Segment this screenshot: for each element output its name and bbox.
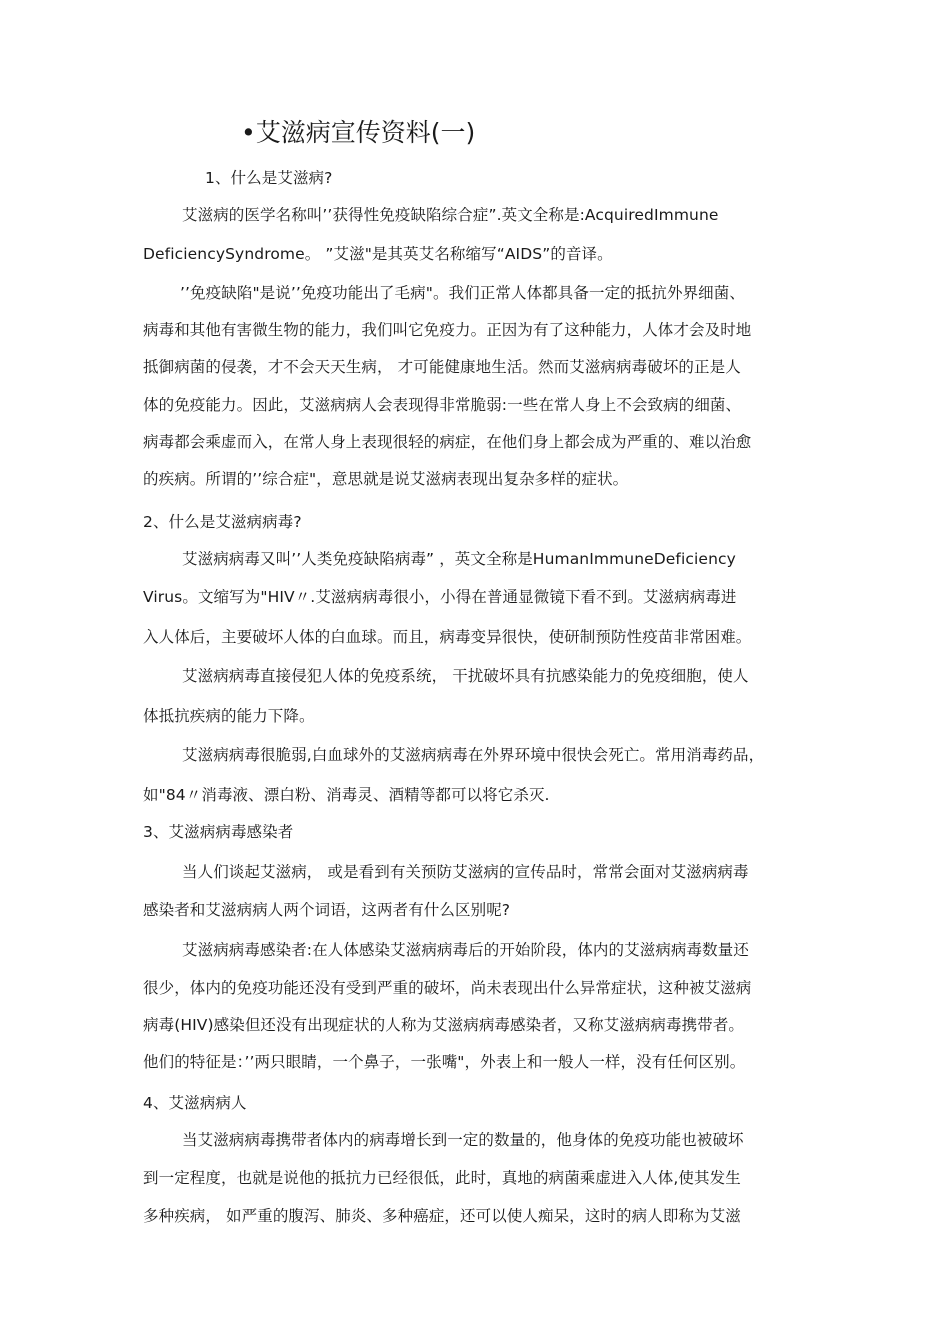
paragraph-line: 艾滋病的医学名称叫’’获得性免疫缺陷综合症”.英文全称是:AcquiredImmune: [182, 206, 719, 224]
paragraph-line: 感染者和艾滋病病人两个词语，这两者有什么区别呢?: [143, 901, 511, 919]
paragraph-line: 很少，体内的免疫功能还没有受到严重的破坏，尚未表现出什么异常症状，这种被艾滋病: [143, 979, 752, 997]
document-title: •艾滋病宣传资料(一): [241, 118, 476, 147]
section-heading-3: 3、艾滋病病毒感染者: [143, 823, 294, 841]
paragraph-line: 抵御病菌的侵袭，才不会天天生病， 才可能健康地生活。然而艾滋病病毒破坏的正是人: [143, 358, 741, 376]
paragraph-line: 到一定程度，也就是说他的抵抗力已经很低，此时，真地的病菌乘虚进入人体,使其发生: [143, 1169, 741, 1187]
paragraph-line: 多种疾病， 如严重的腹泻、肺炎、多种癌症，还可以使人痴呆，这时的病人即称为艾滋: [143, 1207, 741, 1225]
paragraph-line: 艾滋病病毒感染者:在人体感染艾滋病病毒后的开始阶段，体内的艾滋病病毒数量还: [182, 941, 749, 959]
paragraph-line: 他们的特征是：’’两只眼睛，一个鼻子，一张嘴"，外表上和一般人一样，没有任何区别。: [143, 1053, 746, 1071]
paragraph-line: 病毒(HIV)感染但还没有出现症状的人称为艾滋病病毒感染者，又称艾滋病病毒携带者。: [143, 1016, 745, 1034]
paragraph-line: 病毒都会乘虚而入，在常人身上表现很轻的病症，在他们身上都会成为严重的、难以治愈: [143, 433, 752, 451]
section-heading-4: 4、艾滋病病人: [143, 1094, 247, 1112]
section-heading-1: 1、什么是艾滋病?: [205, 169, 333, 187]
paragraph-line: DeficiencySyndrome。 ”艾滋"是其英艾名称缩写“AIDS”的音译。: [143, 245, 613, 263]
paragraph-line: 的疾病。所谓的’’综合症"，意思就是说艾滋病表现出复杂多样的症状。: [143, 470, 629, 488]
paragraph-line: 病毒和其他有害微生物的能力，我们叫它免疫力。正因为有了这种能力，人体才会及时地: [143, 321, 752, 339]
paragraph-line: 艾滋病病毒直接侵犯人体的免疫系统， 干扰破坏具有抗感染能力的免疫细胞，使人: [182, 667, 749, 685]
paragraph-line: Virus。文缩写为"HIV〃.艾滋病病毒很小，小得在普通显微镜下看不到。艾滋病病毒进: [143, 588, 737, 606]
paragraph-line: 当艾滋病病毒携带者体内的病毒增长到一定的数量的，他身体的免疫功能也被破坏: [182, 1131, 744, 1149]
paragraph-line: ’’免疫缺陷"是说’’免疫功能出了毛病"。我们正常人体都具备一定的抵抗外界细菌、: [180, 284, 745, 302]
paragraph-line: 入人体后，主要破坏人体的白血球。而且，病毒变异很快，使研制预防性疫苗非常困难。: [143, 628, 752, 646]
paragraph-line: 体的免疫能力。因此，艾滋病病人会表现得非常脆弱:一些在常人身上不会致病的细菌、: [143, 396, 742, 414]
paragraph-line: 当人们谈起艾滋病， 或是看到有关预防艾滋病的宣传品时，常常会面对艾滋病病毒: [182, 863, 749, 881]
paragraph-line: 体抵抗疾病的能力下降。: [143, 707, 315, 725]
paragraph-line: 艾滋病病毒又叫’’人类免疫缺陷病毒” ，英文全称是HumanImmuneDeficiency: [182, 550, 736, 568]
section-heading-2: 2、什么是艾滋病病毒?: [143, 513, 302, 531]
paragraph-line: 艾滋病病毒很脆弱,白血球外的艾滋病病毒在外界环境中很快会死亡。常用消毒药品，: [182, 746, 765, 764]
paragraph-line: 如"84〃消毒液、漂白粉、消毒灵、酒精等都可以将它杀灭.: [143, 786, 550, 804]
